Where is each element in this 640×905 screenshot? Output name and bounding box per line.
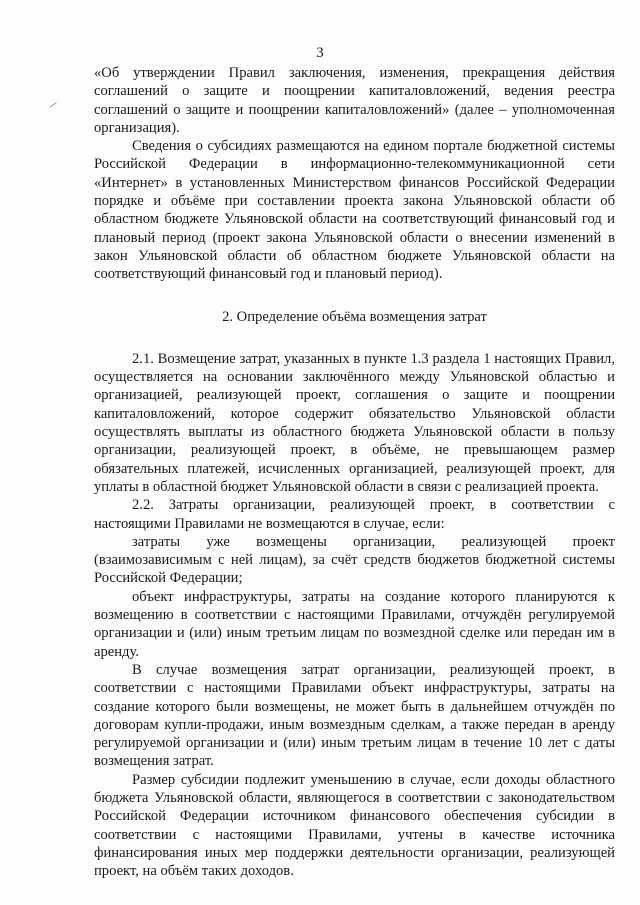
scan-artifact-mark — [50, 102, 59, 110]
paragraph-case-alienated: объект инфраструктуры, затраты на создание которого планируются к возмещению в соответствии с настоящими Правилами, отчуждён регулируемой организации и (или) иным третьим лицам по возмездной сделке или передан им в аренду. — [94, 588, 615, 660]
paragraph-restriction: В случае возмещения затрат организации, реализующей проект, в соответствии с настоящими Правилами объект инфраструктуры, затраты на создание которого были возмещены, не может быть в дальнейшем отчуждён по договорам купли-продажи, иным возмездным сделкам, а также передан в аренду регулируемой организации и (или) иным третьим лицам в течение 10 лет с даты возмещения затрат. — [94, 661, 615, 770]
page-number: 3 — [316, 45, 324, 61]
document-body — [94, 64, 615, 880]
paragraph-subsidy-reduction: Размер субсидии подлежит уменьшению в случае, если доходы областного бюджета Ульяновской области, являющегося в соответствии с законодательством Российской Федерации источником финансового обеспечения субсидии в соответствии с настоящими Правилами, учтены в качестве источника финансирования иных мер поддержки деятельности организации, реализующей проект, на объём таких доходов. — [94, 771, 615, 880]
paragraph-case-reimbursed: затраты уже возмещены организации, реализующей проект (взаимозависимым с ней лицам), за счёт средств бюджетов бюджетной системы Российской Федерации; — [94, 533, 615, 587]
paragraph-2-2: 2.2. Затраты организации, реализующей проект, в соответствии с настоящими Правилами не возмещаются в случае, если: — [94, 497, 615, 532]
paragraph-subsidy-info: Сведения о субсидиях размещаются на едином портале бюджетной системы Российской Федерации в информационно-телекоммуникационной сети «Интернет» в установленных Министерством финансов Российской Федерации порядке и объёме при составлении проекта закона Ульяновской области об областном бюджете Ульяновской области на соответствующий финансовый год и плановый период (проект закона Ульяновской области о внесении изменений в закон Ульяновской области об областном бюджете Ульяновской области на соответствующий финансовый год и плановый период). — [94, 138, 615, 283]
paragraph-continuation: «Об утверждении Правил заключения, изменения, прекращения действия соглашений о защите и поощрении капиталовложений, ведения реестра соглашений о защите и поощрении капиталовложений» (далее – уполномоченная организация). — [94, 65, 615, 136]
section-heading: 2. Определение объёма возмещения затрат — [222, 308, 487, 325]
paragraph-2-1: 2.1. Возмещение затрат, указанных в пункте 1.3 раздела 1 настоящих Правил, осуществляется на основании заключённого между Ульяновской областью и организацией, реализующей проект, соглашения о защите и поощрении капиталовложений, которое содержит обязательство Ульяновской области осуществлять выплаты из областного бюджета Ульяновской области в пользу организации, реализующей проект, в объёме, не превышающем размер обязательных платежей, исчисленных организацией, реализующей проект, для уплаты в областной бюджет Ульяновской области в связи с реализацией проекта. — [94, 350, 615, 495]
